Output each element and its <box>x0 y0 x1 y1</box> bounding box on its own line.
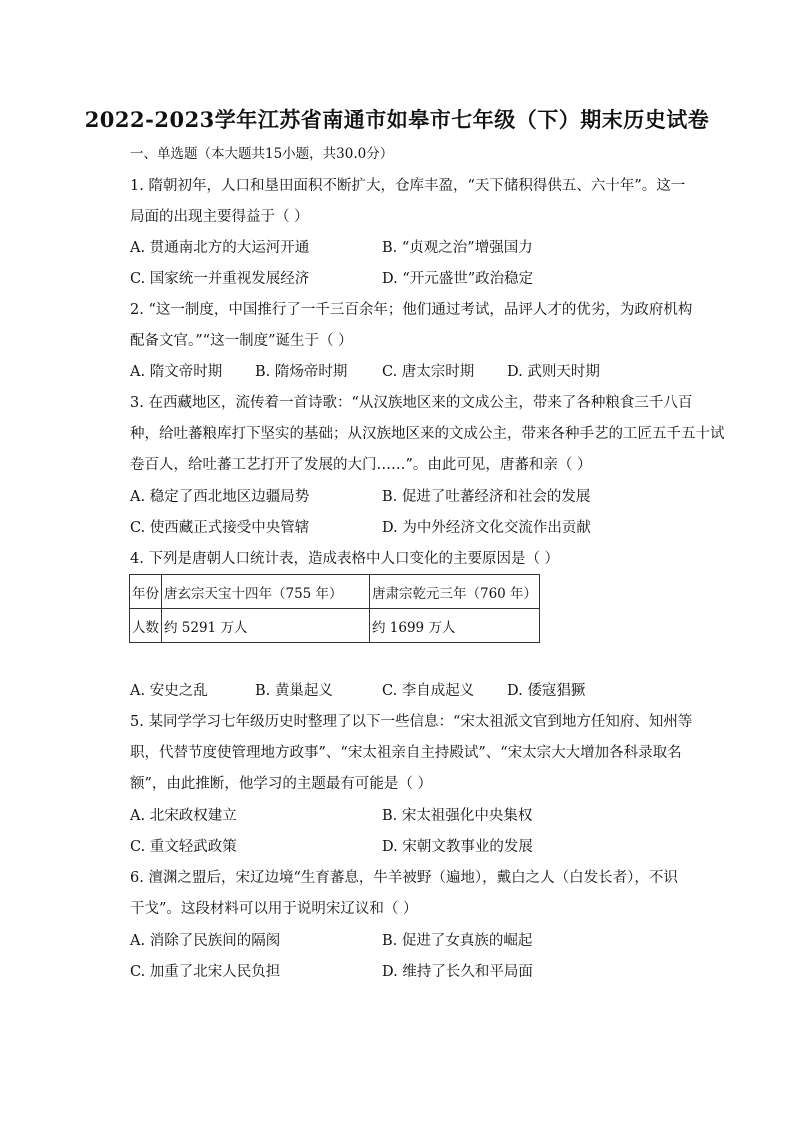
q1-option-b: B. “贞观之治”增强国力 <box>382 240 533 256</box>
q2-option-c: C. 唐太宗时期 <box>382 364 475 380</box>
q2-option-a: A. 隋文帝时期 <box>130 364 223 380</box>
q5-stem-line3: 额”，由此推断，他学习的主题最有可能是（ ） <box>130 776 433 792</box>
q5-option-b: B. 宋太祖强化中央集权 <box>382 808 533 824</box>
section-heading: 一、单选题（本大题共15小题，共30.0分） <box>130 146 394 162</box>
q2-option-b: B. 隋炀帝时期 <box>255 364 348 380</box>
table-row <box>130 609 540 643</box>
table-cell: 约 5291 万人 <box>162 609 370 643</box>
q5-option-c: C. 重文轻武政策 <box>130 839 237 855</box>
table-cell: 唐肃宗乾元三年（760 年） <box>370 575 540 609</box>
q3-option-b: B. 促进了吐蕃经济和社会的发展 <box>382 489 591 505</box>
q1-option-c: C. 国家统一并重视发展经济 <box>130 271 310 287</box>
table-cell: 唐玄宗天宝十四年（755 年） <box>162 575 370 609</box>
exam-title: 2022-2023学年江苏省南通市如皋市七年级（下）期末历史试卷 <box>84 107 710 132</box>
q3-stem-line1: 3. 在西藏地区，流传着一首诗歌：“从汉族地区来的文成公主，带来了各种粮食三千八百 <box>130 395 693 411</box>
q3-stem-line3: 卷百人，给吐蕃工艺打开了发展的大门……”。由此可见，唐蕃和亲（ ） <box>130 457 592 473</box>
q1-option-d: D. “开元盛世”政治稳定 <box>382 271 534 287</box>
q3-option-c: C. 使西藏正式接受中央管辖 <box>130 520 310 536</box>
q5-stem-line1: 5. 某同学学习七年级历史时整理了以下一些信息：“宋太祖派文官到地方任知府、知州等 <box>130 714 693 730</box>
table-cell: 人数 <box>130 609 162 643</box>
q2-stem-line1: 2. “这一制度，中国推行了一千三百余年；他们通过考试，品评人才的优劣，为政府机构 <box>130 302 693 318</box>
q1-stem-line1: 1. 隋朝初年，人口和垦田面积不断扩大，仓库丰盈，“天下储积得供五、六十年”。这一 <box>130 178 686 194</box>
population-table <box>129 574 540 643</box>
q3-option-d: D. 为中外经济文化交流作出贡献 <box>382 520 591 536</box>
q4-option-d: D. 倭寇猖獗 <box>507 683 586 699</box>
q2-stem-line2: 配备文官。”“这一制度”诞生于（ ） <box>130 333 353 349</box>
table-cell: 年份 <box>130 575 162 609</box>
q3-stem-line2: 种，给吐蕃粮库打下坚实的基础；从汉族地区来的文成公主，带来各种手艺的工匠五千五十试 <box>130 426 725 442</box>
q4-stem-line1: 4. 下列是唐朝人口统计表，造成表格中人口变化的主要原因是（ ） <box>130 551 560 567</box>
q4-option-c: C. 李自成起义 <box>382 683 475 699</box>
q5-option-a: A. 北宋政权建立 <box>130 808 237 824</box>
q6-stem-line2: 干戈”。这段材料可以用于说明宋辽议和（ ） <box>130 901 418 917</box>
table-row <box>130 575 540 609</box>
q6-option-b: B. 促进了女真族的崛起 <box>382 933 533 949</box>
q5-option-d: D. 宋朝文教事业的发展 <box>382 839 533 855</box>
table-cell: 约 1699 万人 <box>370 609 540 643</box>
q1-stem-line2: 局面的出现主要得益于（ ） <box>130 209 309 225</box>
q2-option-d: D. 武则天时期 <box>507 364 600 380</box>
q5-stem-line2: 职，代替节度使管理地方政事”、“宋太祖亲自主持殿试”、“宋太宗大大增加各科录取名 <box>130 745 682 761</box>
q6-option-c: C. 加重了北宋人民负担 <box>130 964 281 980</box>
q4-option-a: A. 安史之乱 <box>130 683 208 699</box>
q1-option-a: A. 贯通南北方的大运河开通 <box>130 240 310 256</box>
q3-option-a: A. 稳定了西北地区边疆局势 <box>130 489 310 505</box>
q6-stem-line1: 6. 澶渊之盟后，宋辽边境“生育蕃息，牛羊被野（遍地），戴白之人（白发长者），不识 <box>130 870 678 886</box>
q6-option-a: A. 消除了民族间的隔阂 <box>130 933 281 949</box>
q6-option-d: D. 维持了长久和平局面 <box>382 964 533 980</box>
q4-option-b: B. 黄巢起义 <box>255 683 333 699</box>
